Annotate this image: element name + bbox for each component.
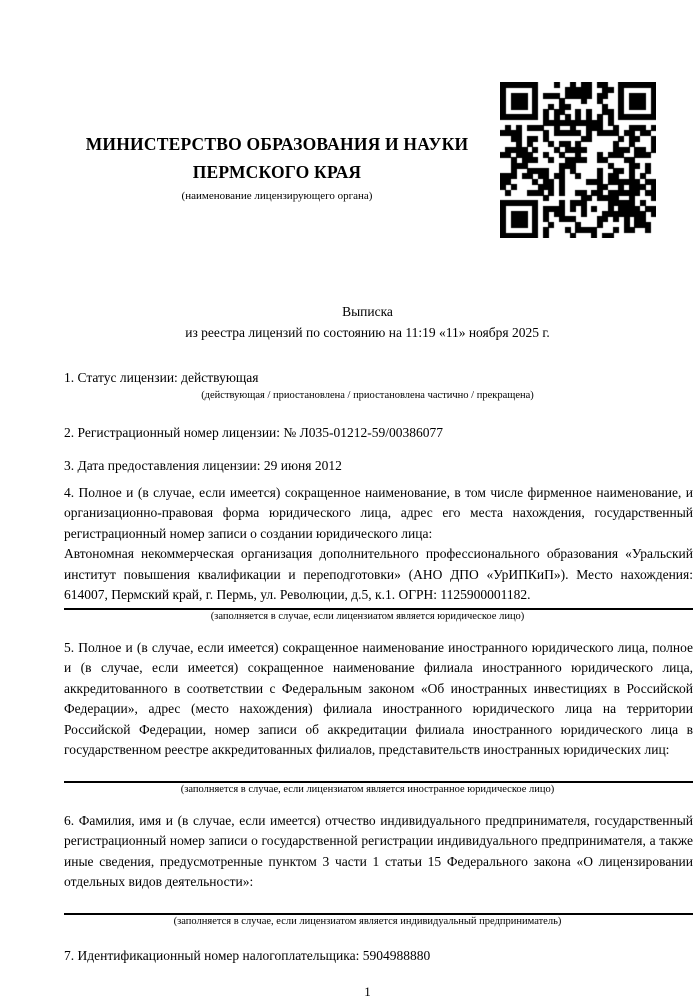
foreign-entity-caption: (заполняется в случае, если лицензиатом является иностранное юридическое лицо) bbox=[180, 783, 555, 795]
item-registration-number bbox=[64, 423, 693, 444]
ministry-name-line1: МИНИСТЕРСТВО ОБРАЗОВАНИЯ И НАУКИ bbox=[85, 134, 469, 154]
item-legal-entity bbox=[64, 483, 693, 624]
page-number: 1 bbox=[364, 984, 371, 999]
legal-entity-label: 4. Полное и (в случае, если имеется) сокращенное наименование, в том числе фирменное наименование, и организационно-правовая форма юридического лица, адрес его места нахождения, государственный регистрационный номер записи о создании юридического лица: bbox=[64, 484, 693, 541]
licensing-authority-block bbox=[64, 82, 490, 202]
ministry-caption: (наименование лицензирующего органа) bbox=[181, 190, 373, 202]
item-foreign-entity bbox=[64, 638, 693, 797]
registration-number-text: 2. Регистрационный номер лицензии: № Л035-01212-59/00386077 bbox=[64, 424, 444, 440]
foreign-entity-text: 5. Полное и (в случае, если имеется) сокращенное наименование иностранного юридического лица, полное и (в случае, если имеется) сокращенное наименование филиала иностранного юридического лица, аккредитованного в соответствии с Федеральным законом «Об иностранных инвестициях в Российской Федерации», адрес (место нахождения) филиала иностранного юридического лица на территории Российской Федерации, номер записи об аккредитации филиала иностранного юридического лица в государственном реестре аккредитованных филиалов, представительств иностранных юридических лиц: bbox=[64, 639, 693, 757]
ministry-name-line2: ПЕРМСКОГО КРАЯ bbox=[192, 162, 362, 182]
qr-code-image bbox=[500, 82, 656, 238]
item-individual-entrepreneur bbox=[64, 811, 693, 929]
qr-code bbox=[500, 82, 656, 238]
item-license-date bbox=[64, 456, 693, 477]
document-header bbox=[64, 0, 693, 238]
individual-entrepreneur-text: 6. Фамилия, имя и (в случае, если имеется) отчество индивидуального предпринимателя, государственный регистрационный номер записи о государственной регистрации индивидуального предпринимателя, а также иные сведения, предусмотренные пунктом 3 части 1 статьи 15 Федерального закона «О лицензировании отдельных видов деятельности»: bbox=[64, 812, 693, 889]
item-taxpayer-number bbox=[64, 946, 693, 967]
title-line2: из реестра лицензий по состоянию на 11:19 «11» ноября 2025 г. bbox=[185, 324, 550, 340]
individual-entrepreneur-caption: (заполняется в случае, если лицензиатом является индивидуальный предприниматель) bbox=[173, 915, 562, 927]
taxpayer-number-text: 7. Идентификационный номер налогоплательщика: 5904988880 bbox=[64, 947, 431, 963]
license-status-text: 1. Статус лицензии: действующая bbox=[64, 370, 259, 385]
document-title bbox=[64, 302, 693, 343]
legal-entity-caption: (заполняется в случае, если лицензиатом является юридическое лицо) bbox=[210, 610, 525, 622]
title-line1: Выписка bbox=[342, 304, 393, 319]
item-license-status bbox=[64, 368, 693, 403]
legal-entity-value: Автономная некоммерческая организация дополнительного профессионального образования «Уральский институт повышения квалификации и переподготовки» (АНО ДПО «УрИПКиП»). Место нахождения: 614007, Пермский край, г. Пермь, ул. Революции, д.5, к.1. ОГРН: 1125900001182. bbox=[64, 546, 693, 602]
license-status-caption: (действующая / приостановлена / приостановлена частично / прекращена) bbox=[201, 389, 534, 401]
license-date-text: 3. Дата предоставления лицензии: 29 июня 2012 bbox=[64, 458, 342, 473]
